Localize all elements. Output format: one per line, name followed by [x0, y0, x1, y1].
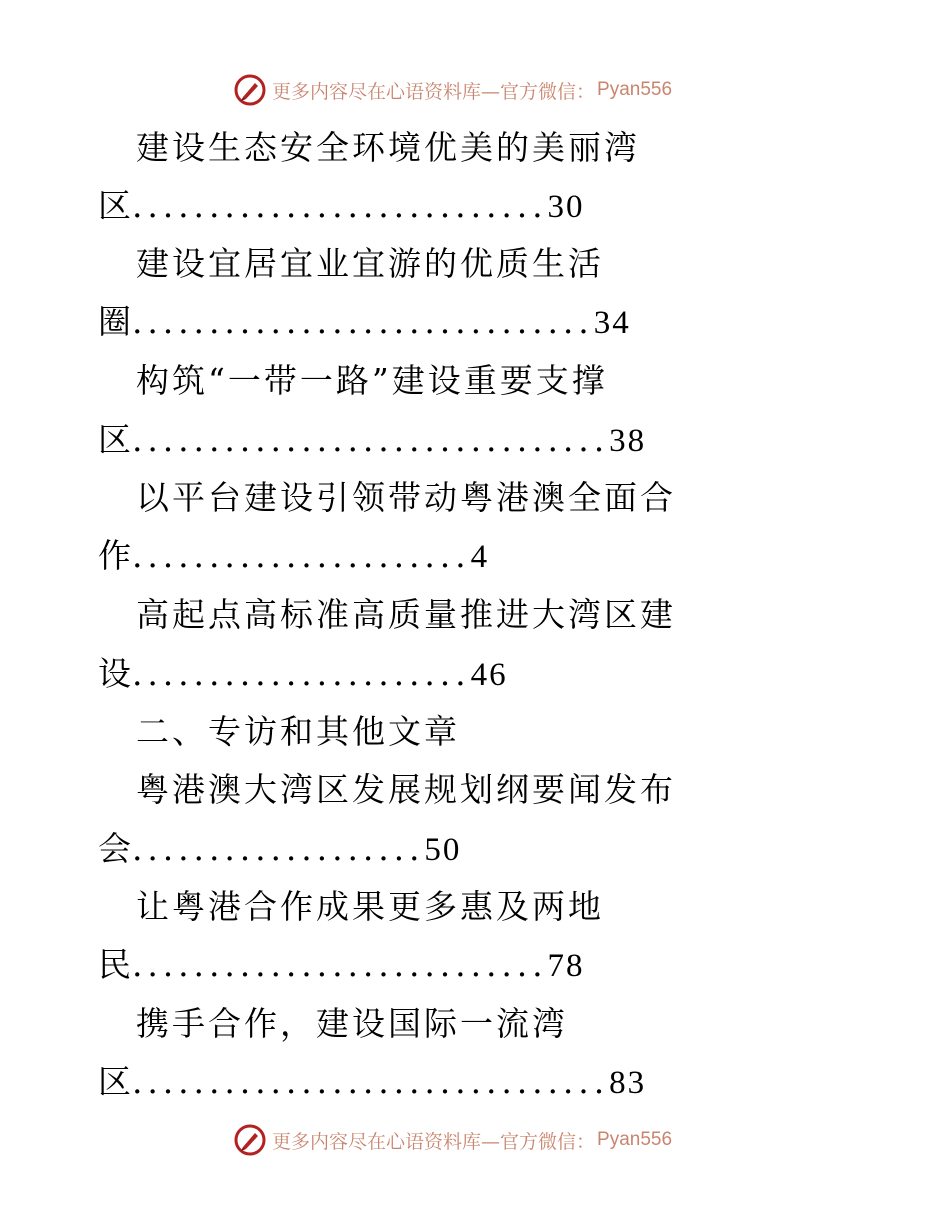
watermark-top: [234, 72, 672, 108]
toc-entry-leader: [98, 654, 508, 695]
toc-entry-tail: 圈: [98, 302, 132, 341]
toc-leader-dots: ......................: [132, 654, 471, 693]
toc-entry-title: 让粤港合作成果更多惠及两地: [136, 887, 604, 926]
watermark-id: Pyan556: [597, 1129, 673, 1150]
toc-entry-tail: 民: [98, 945, 132, 984]
watermark-text: 更多内容尽在心语资料库—官方微信：: [272, 80, 596, 103]
toc-entry-title: 以平台建设引领带动粤港澳全面合: [136, 478, 676, 517]
toc-entry-leader: [98, 945, 585, 986]
toc-entry-tail: 设: [98, 654, 132, 693]
toc-entry-tail: 区: [98, 186, 132, 225]
watermark-text: 更多内容尽在心语资料库—官方微信：: [272, 1130, 596, 1153]
toc-entry-title: 高起点高标准高质量推进大湾区建: [136, 595, 676, 634]
toc-page-number: 78: [547, 948, 585, 984]
toc-entry-tail: 会: [98, 829, 132, 868]
toc-page-number: 46: [470, 657, 508, 693]
toc-leader-dots: ...........................: [132, 186, 548, 225]
section-heading: 二、专访和其他文章: [136, 712, 460, 751]
toc-leader-dots: ...................: [132, 829, 425, 868]
toc-page-number: 30: [547, 189, 585, 225]
toc-entry-tail: 区: [98, 1062, 132, 1101]
toc-entry-title: 构筑“一带一路”建设重要支撑: [136, 361, 608, 400]
toc-entry-leader: [98, 302, 631, 343]
toc-leader-dots: ......................: [132, 536, 471, 575]
toc-page-number: 4: [470, 539, 490, 575]
toc-entry-leader: [98, 420, 646, 461]
toc-entry-tail: 作: [98, 536, 132, 575]
toc-page-number: 34: [593, 305, 631, 341]
toc-entry-leader: [98, 536, 489, 577]
toc-entry-leader: [98, 1062, 646, 1103]
toc-leader-dots: ..............................: [132, 302, 594, 341]
toc-page-number: 38: [609, 423, 647, 459]
watermark-bottom: [234, 1122, 672, 1158]
watermark-id: Pyan556: [597, 79, 673, 100]
toc-leader-dots: ...............................: [132, 420, 610, 459]
toc-page-number: 50: [424, 832, 462, 868]
toc-entry-leader: [98, 186, 585, 227]
pen-logo-icon: [234, 74, 266, 106]
toc-entry-tail: 区: [98, 420, 132, 459]
toc-leader-dots: ...........................: [132, 945, 548, 984]
toc-entry-title: 粤港澳大湾区发展规划纲要闻发布: [136, 770, 676, 809]
pen-logo-icon: [234, 1124, 266, 1156]
toc-entry-title: 建设宜居宜业宜游的优质生活: [136, 244, 604, 283]
toc-page-number: 83: [609, 1065, 647, 1101]
toc-entry-title: 建设生态安全环境优美的美丽湾: [136, 128, 640, 167]
toc-entry-leader: [98, 829, 461, 870]
toc-leader-dots: ...............................: [132, 1062, 610, 1101]
toc-entry-title: 携手合作，建设国际一流湾: [136, 1004, 568, 1043]
